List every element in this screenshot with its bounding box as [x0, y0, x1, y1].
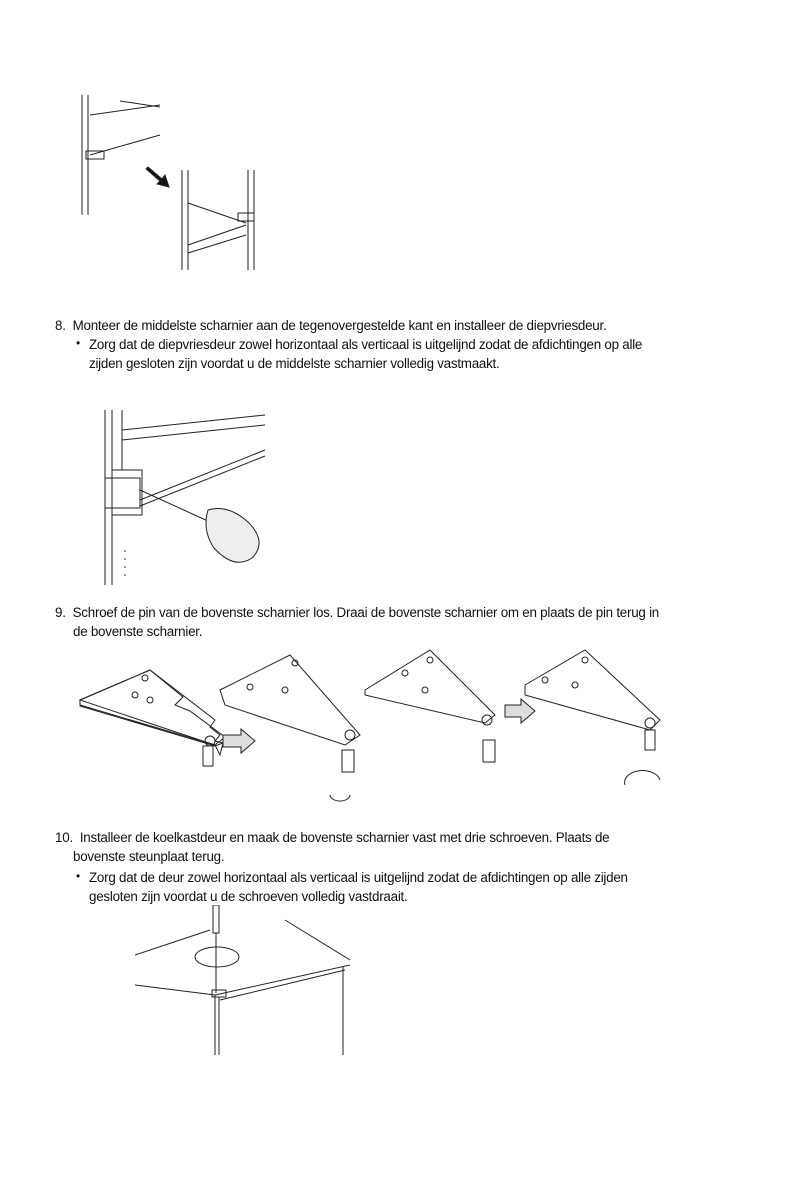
bullet-icon: •: [76, 336, 81, 350]
step-9-line-1: 9. Schroef de pin van de bovenste scharnier los. Draai de bovenste scharnier om en plaats de pin terug in: [55, 605, 659, 620]
top-hinge-flip-illustration: [75, 645, 675, 805]
step-10-bullet-line-1: Zorg dat de deur zowel horizontaal als verticaal is uitgelijnd zodat de afdichtingen op alle zijden: [89, 870, 628, 885]
step-9-line-2: de bovenste scharnier.: [73, 624, 203, 639]
step-8-bullet-line-2: zijden gesloten zijn voordat u de middelste scharnier volledig vastmaakt.: [89, 356, 500, 371]
hinge-relocation-illustration: [70, 95, 270, 275]
step-10-line-1: 10. Installeer de koelkastdeur en maak de bovenste scharnier vast met drie schroeven. Plaats de: [55, 830, 610, 845]
top-hinge-screwing-illustration: [135, 905, 350, 1055]
bullet-icon: •: [76, 869, 81, 883]
step-8-text: 8. Monteer de middelste scharnier aan de tegenovergestelde kant en installeer de diepvriesdeur.: [55, 318, 607, 333]
step-10-bullet-line-2: gesloten zijn voordat u de schroeven volledig vastdraait.: [89, 889, 408, 904]
step-8-bullet-line-1: Zorg dat de diepvriesdeur zowel horizontaal als verticaal is uitgelijnd zodat de afdichtingen op alle: [89, 337, 643, 352]
middle-hinge-screwdriver-illustration: [100, 410, 275, 585]
step-10-line-2: bovenste steunplaat terug.: [73, 849, 225, 864]
